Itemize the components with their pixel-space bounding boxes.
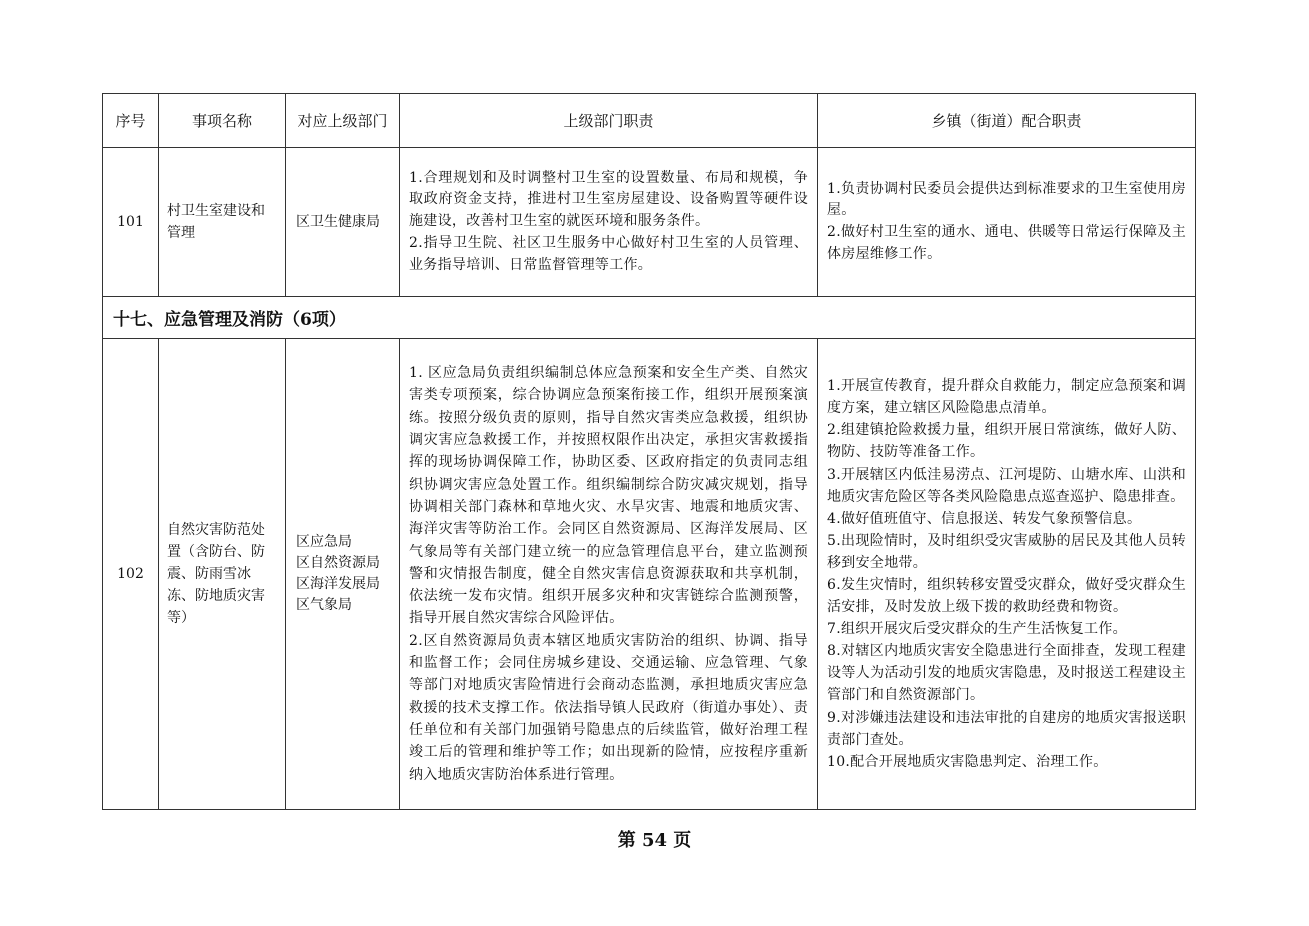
dept-name: 区海洋发展局 bbox=[296, 576, 380, 592]
dept-name: 区气象局 bbox=[296, 597, 352, 613]
table-row bbox=[103, 339, 1196, 810]
coop-paragraph: 3.开展辖区内低洼易涝点、江河堤防、山塘水库、山洪和地质灾害危险区等各类风险隐患点巡查巡护、隐患排查。 bbox=[827, 466, 1186, 505]
duty-table bbox=[102, 93, 1196, 810]
coop-paragraph: 10.配合开展地质灾害隐患判定、治理工作。 bbox=[827, 753, 1108, 770]
duty-paragraph: 1. 区应急局负责组织编制总体应急预案和安全生产类、自然灾害类专项预案，综合协调应急预案衔接工作，组织开展预案演练。按照分级负责的原则，指导自然灾害类应急救援，组织协调灾害应急救援工作，并按照权限作出决定，承担灾害救援指挥的现场协调保障工作，协助区委、区政府指定的负责同志组织协调灾害应急处置工作。组织编制综合防灾减灾规划，指导协调相关部门森林和草地火灾、水旱灾害、地震和地质灾害、海洋灾害等防治工作。会同区自然资源局、区海洋发展局、区气象局等有关部门建立统一的应急管理信息平台，建立监测预警和灾情报告制度，健全自然灾害信息资源获取和共享机制，依法统一发布灾情。组织开展多灾种和灾害链综合监测预警，指导开展自然灾害综合风险评估。 bbox=[409, 365, 808, 627]
header-duty: 上级部门职责 bbox=[400, 94, 818, 148]
section-row bbox=[103, 297, 1196, 339]
cooperation-duty-cell bbox=[818, 148, 1196, 297]
dept-name: 区卫生健康局 bbox=[286, 148, 400, 297]
section-title: 十七、应急管理及消防（6项） bbox=[103, 297, 1196, 339]
duty-paragraph: 2.区自然资源局负责本辖区地质灾害防治的组织、协调、指导和监督工作；会同住房城乡建设、交通运输、应急管理、气象等部门对地质灾害险情进行会商动态监测，承担地质灾害应急救援的技术支撑工作。依法指导镇人民政府（街道办事处）、责任单位和有关部门加强销号隐患点的后续监管，做好治理工程竣工后的管理和维护等工作；如出现新的险情，应按程序重新纳入地质灾害防治体系进行管理。 bbox=[409, 632, 808, 783]
header-num: 序号 bbox=[103, 94, 159, 148]
dept-name: 区自然资源局 bbox=[296, 555, 380, 571]
coop-paragraph: 5.出现险情时，及时组织受灾害威胁的居民及其他人员转移到安全地带。 bbox=[827, 532, 1186, 571]
header-coop: 乡镇（街道）配合职责 bbox=[818, 94, 1196, 148]
header-name: 事项名称 bbox=[159, 94, 286, 148]
coop-paragraph: 1.开展宣传教育，提升群众自救能力，制定应急预案和调度方案，建立辖区风险隐患点清单。 bbox=[827, 378, 1186, 417]
item-name: 自然灾害防范处置（含防台、防震、防雨雪冰冻、防地质灾害等） bbox=[159, 339, 286, 810]
coop-paragraph: 1.负责协调村民委员会提供达到标准要求的卫生室使用房屋。 bbox=[827, 180, 1186, 219]
table-header-row bbox=[103, 94, 1196, 148]
coop-paragraph: 8.对辖区内地质灾害安全隐患进行全面排查，发现工程建设等人为活动引发的地质灾害隐患，及时报送工程建设主管部门和自然资源部门。 bbox=[827, 643, 1186, 704]
table-row bbox=[103, 148, 1196, 297]
dept-name: 区应急局 bbox=[296, 534, 352, 550]
duty-paragraph: 2.指导卫生院、社区卫生服务中心做好村卫生室的人员管理、业务指导培训、日常监督管理等工作。 bbox=[409, 234, 808, 273]
header-dept: 对应上级部门 bbox=[286, 94, 400, 148]
duty-paragraph: 1.合理规划和及时调整村卫生室的设置数量、布局和规模，争取政府资金支持，推进村卫生室房屋建设、设备购置等硬件设施建设，改善村卫生室的就医环境和服务条件。 bbox=[409, 169, 808, 230]
coop-paragraph: 2.做好村卫生室的通水、通电、供暖等日常运行保障及主体房屋维修工作。 bbox=[827, 224, 1186, 262]
row-number: 101 bbox=[103, 148, 159, 297]
item-name: 村卫生室建设和管理 bbox=[159, 148, 286, 297]
row-number: 102 bbox=[103, 339, 159, 810]
coop-paragraph: 7.组织开展灾后受灾群众的生产生活恢复工作。 bbox=[827, 621, 1127, 638]
coop-paragraph: 6.发生灾情时，组织转移安置受灾群众，做好受灾群众生活安排，及时发放上级下拨的救助经费和物资。 bbox=[827, 577, 1186, 616]
coop-paragraph: 4.做好值班值守、信息报送、转发气象预警信息。 bbox=[827, 510, 1142, 527]
coop-paragraph: 9.对涉嫌违法建设和违法审批的自建房的地质灾害报送职责部门查处。 bbox=[827, 709, 1186, 748]
coop-paragraph: 2.组建镇抢险救援力量，组织开展日常演练，做好人防、物防、技防等准备工作。 bbox=[827, 422, 1186, 461]
dept-list bbox=[286, 339, 400, 810]
superior-duty-cell bbox=[400, 339, 818, 810]
superior-duty-cell bbox=[400, 148, 818, 297]
cooperation-duty-cell bbox=[818, 339, 1196, 810]
page-number: 第 54 页 bbox=[617, 830, 692, 851]
